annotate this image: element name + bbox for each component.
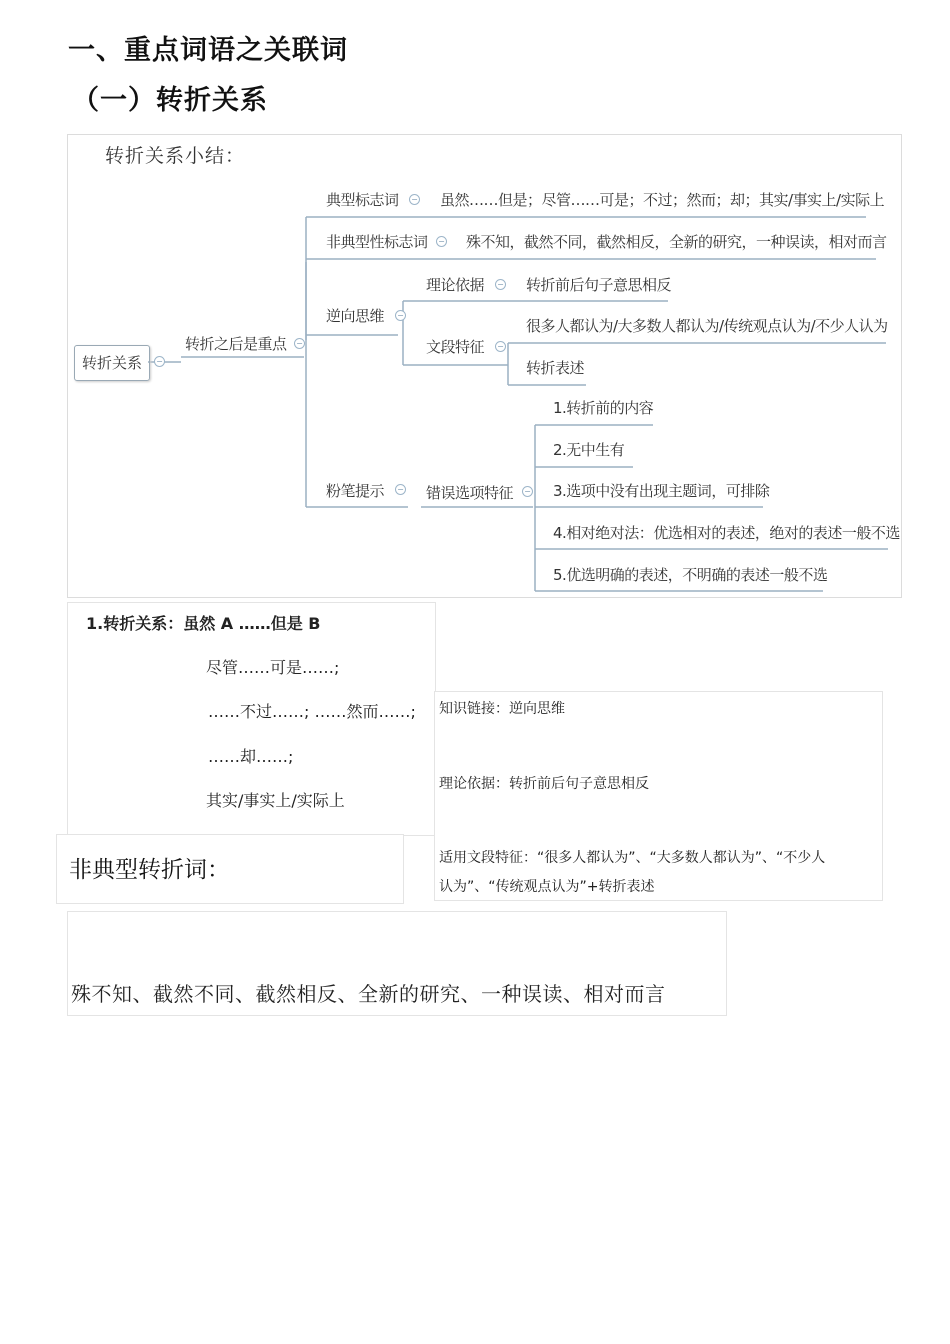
collapse-icon[interactable]: −: [154, 356, 165, 367]
node-wrong-option-label: 错误选项特征: [426, 484, 514, 502]
knowledge-line: 适用文段特征：“很多人都认为”、“大多数人都认为”、“不少人: [439, 850, 826, 866]
atypical-heading: 非典型转折词：: [69, 857, 230, 883]
collapse-icon[interactable]: −: [495, 279, 506, 290]
node-theory-label: 理论依据: [426, 276, 485, 294]
node-feature-text1: 很多人都认为/大多数人都认为/传统观点认为/不少人认为: [526, 317, 888, 335]
atypical-heading-box: [56, 834, 404, 904]
node-chalk-hint: 粉笔提示: [326, 482, 385, 500]
heading-adversative: （一）转折关系: [72, 85, 268, 116]
adversative-line: 1.转折关系：虽然 A ……但是 B: [86, 614, 321, 633]
mindmap-title: 转折关系小结：: [105, 145, 246, 167]
node-atypical-label: 非典型性标志词: [326, 233, 428, 251]
node-wrong-item: 2.无中生有: [553, 441, 625, 459]
atypical-words-box: [67, 911, 727, 1016]
collapse-icon[interactable]: −: [395, 310, 406, 321]
collapse-icon[interactable]: −: [436, 236, 447, 247]
mindmap-root-node: 转折关系: [74, 345, 150, 381]
adversative-line: 尽管……可是……;: [206, 658, 340, 677]
node-feature-label: 文段特征: [426, 338, 485, 356]
adversative-line: ……不过……; ……然而……;: [208, 702, 416, 721]
node-wrong-item: 1.转折前的内容: [553, 399, 654, 417]
node-feature-text2: 转折表述: [526, 359, 585, 377]
collapse-icon[interactable]: −: [294, 338, 305, 349]
collapse-icon[interactable]: −: [395, 484, 406, 495]
knowledge-link-box: [434, 691, 883, 901]
collapse-icon[interactable]: −: [522, 486, 533, 497]
node-wrong-item: 5.优选明确的表述，不明确的表述一般不选: [553, 566, 828, 584]
node-focus-after-turn: 转折之后是重点: [185, 335, 287, 353]
node-typical-words: 虽然……但是；尽管……可是；不过；然而；却；其实/事实上/实际上: [440, 191, 885, 209]
atypical-words-text: 殊不知、截然不同、截然相反、全新的研究、一种误读、相对而言: [71, 982, 666, 1006]
knowledge-line: 理论依据：转折前后句子意思相反: [439, 776, 649, 792]
knowledge-line: 知识链接：逆向思维: [439, 701, 565, 717]
heading-key-words: 一、重点词语之关联词: [68, 35, 348, 66]
knowledge-line: 认为”、“传统观点认为”+转折表述: [439, 879, 655, 895]
adversative-line: 其实/事实上/实际上: [206, 791, 345, 810]
mindmap-panel: [67, 134, 902, 598]
node-reverse-thinking: 逆向思维: [326, 307, 385, 325]
collapse-icon[interactable]: −: [409, 194, 420, 205]
node-atypical-words: 殊不知，截然不同，截然相反，全新的研究，一种误读，相对而言: [466, 233, 887, 251]
node-wrong-item: 3.选项中没有出现主题词，可排除: [553, 482, 770, 500]
node-typical-label: 典型标志词: [326, 191, 399, 209]
node-wrong-item: 4.相对绝对法：优选相对的表述，绝对的表述一般不选: [553, 524, 900, 542]
adversative-words-box: [67, 602, 436, 836]
adversative-line: ……却……;: [208, 747, 294, 766]
node-theory-text: 转折前后句子意思相反: [526, 276, 672, 294]
collapse-icon[interactable]: −: [495, 341, 506, 352]
